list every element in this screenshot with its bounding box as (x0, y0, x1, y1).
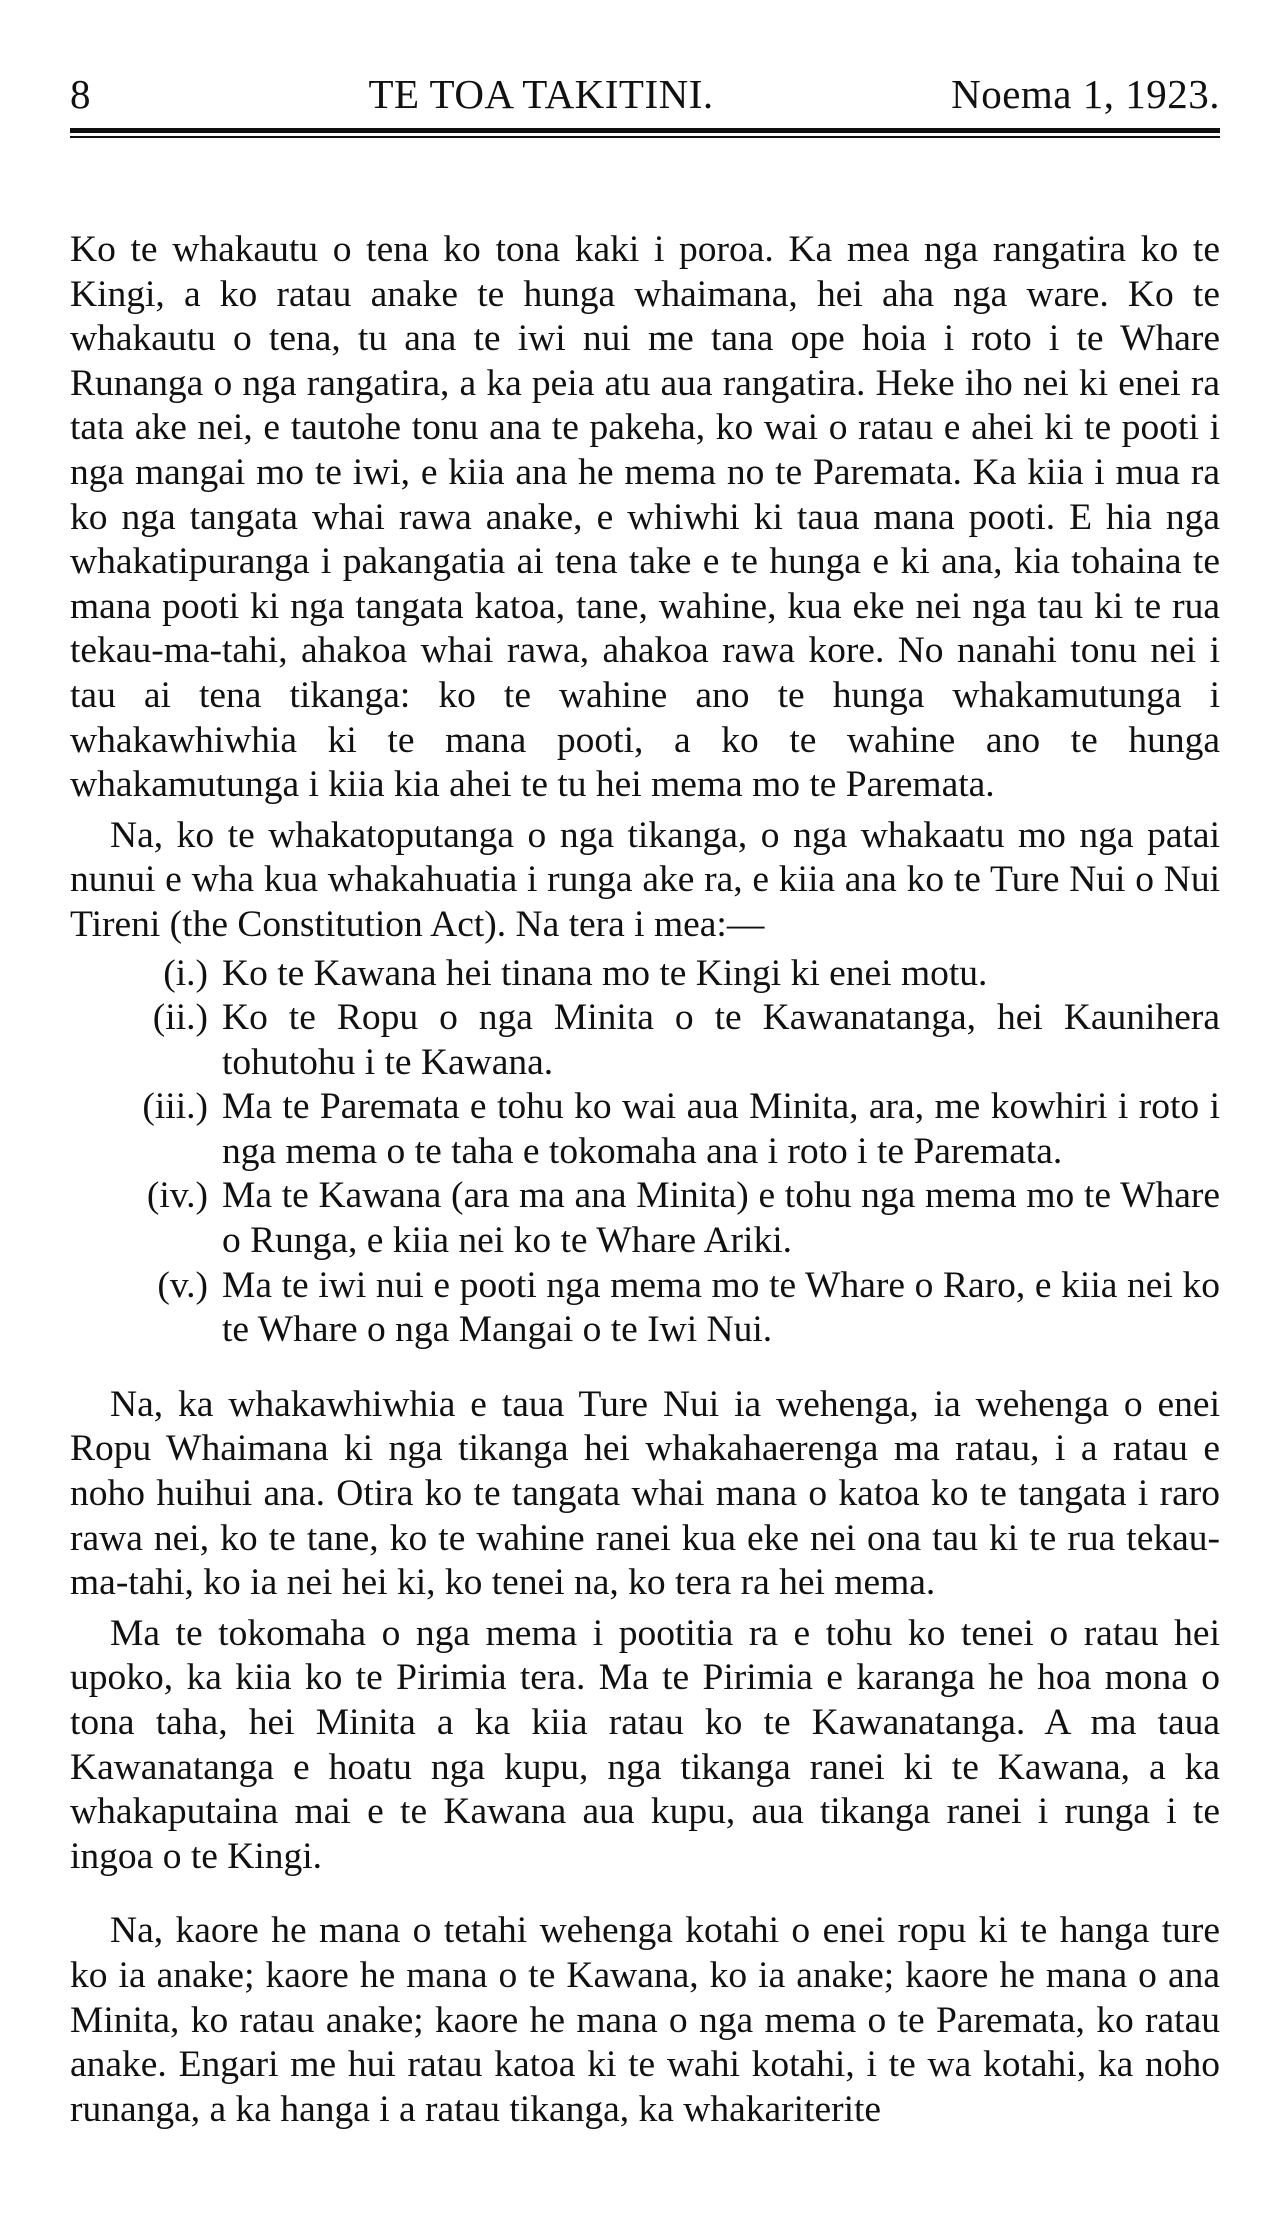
list-number: (iii.) (142, 1086, 208, 1128)
list-text: Ko te Ropu o nga Minita o te Kawanatanga, hei Kaunihera tohutohu i te Kawana. (222, 997, 1220, 1083)
publication-title: TE TOA TAKITINI. (368, 71, 714, 117)
article-body (70, 228, 1220, 2132)
page-number: 8 (70, 71, 91, 117)
list-item (70, 1085, 1220, 1174)
list-text: Ko te Kawana hei tinana mo te Kingi ki enei motu. (222, 952, 988, 994)
header-rule-thin (70, 136, 1220, 138)
list-number: (v.) (157, 1264, 208, 1306)
page (70, 70, 1220, 2132)
list-number: (i.) (163, 952, 208, 994)
list-item (70, 952, 1220, 997)
list-text: Ma te Paremata e tohu ko wai aua Minita, ara, me kowhiri i roto i nga mema o te taha e tokomaha ana i roto i te Paremata. (222, 1086, 1220, 1172)
paragraph: Na, ko te whakatoputanga o nga tikanga, o nga whakaatu mo nga patai nunui e wha kua whakahuatia i runga ake ra, e kiia ana ko te Ture Nui o Nui Tireni (the Constitution Act). Na tera i mea:— (70, 814, 1220, 945)
header-rule (70, 128, 1220, 133)
list-item (70, 1264, 1220, 1353)
list-text: Ma te iwi nui e pooti nga mema mo te Whare o Raro, e kiia nei ko te Whare o nga Mangai o te Iwi Nui. (222, 1264, 1220, 1351)
issue-date: Noema 1, 1923. (951, 71, 1220, 117)
paragraph: Na, ka whakawhiwhia e taua Ture Nui ia wehenga, ia wehenga o enei Ropu Whaimana ki nga tikanga hei whakahaerenga ma ratau, i a ratau e noho huihui ana. Otira ko te tangata whai mana o katoa ko te tangata i raro rawa nei, ko te tane, ko te wahine ranei kua eke nei ona tau ki te rua tekau-ma-tahi, ko ia nei hei ki, ko tenei na, ko tera ra hei mema. (70, 1383, 1220, 1604)
list-text: Ma te Kawana (ara ma ana Minita) e tohu nga mema mo te Whare o Runga, e kiia nei ko te Whare Ariki. (222, 1175, 1220, 1262)
page-header (70, 70, 1220, 122)
paragraph: Ko te whakautu o tena ko tona kaki i poroa. Ka mea nga rangatira ko te Kingi, a ko ratau anake te hunga whaimana, hei aha nga ware. Ko te whakautu o tena, tu ana te iwi nui me tana ope hoia i roto i te Whare Runanga o nga rangatira, a ka peia atu aua rangatira. Heke iho nei ki enei ra tata ake nei, e tautohe tonu ana te pakeha, ko wai o ratau e ahei ki te pooti i nga mangai mo te iwi, e kiia ana he mema no te Paremata. Ka kiia i mua ra ko nga tangata whai rawa anake, e whiwhi ki taua mana pooti. E hia nga whakatipuranga i pakangatia ai tena take e te hunga e ki ana, kia tohaina te mana pooti ki nga tangata katoa, tane, wahine, kua eke nei nga tau ki te rua tekau-ma-tahi, ahakoa whai rawa, ahakoa rawa kore. No nanahi tonu nei i tau ai tena tikanga: ko te wahine ano te hunga whakamutunga i whakawhiwhia ki te mana pooti, a ko te wahine ano te hunga whakamutunga i kiia kia ahei te tu hei mema mo te Paremata. (70, 229, 1220, 806)
constitution-list (70, 952, 1220, 1353)
list-number: (iv.) (146, 1175, 208, 1217)
list-item (70, 1174, 1220, 1263)
list-item (70, 996, 1220, 1085)
list-number: (ii.) (152, 997, 208, 1039)
paragraph: Na, kaore he mana o tetahi wehenga kotahi o enei ropu ki te hanga ture ko ia anake; kaore he mana o te Kawana, ko ia anake; kaore he mana o ana Minita, ko ratau anake; kaore he mana o nga mema o te Paremata, ko ratau anake. Engari me hui ratau katoa ki te wahi kotahi, i te wa kotahi, ka noho runanga, a ka hanga i a ratau tikanga, ka whakariterite (70, 1910, 1220, 2130)
paragraph: Ma te tokomaha o nga mema i pootitia ra e tohu ko tenei o ratau hei upoko, ka kiia ko te Pirimia tera. Ma te Pirimia e karanga he hoa mona o tona taha, hei Minita a ka kiia ratau ko te Kawanatanga. A ma taua Kawanatanga e hoatu nga kupu, nga tikanga ranei ki te Kawana, a ka whakaputaina mai e te Kawana aua kupu, aua tikanga ranei i runga i te ingoa o te Kingi. (70, 1612, 1220, 1877)
